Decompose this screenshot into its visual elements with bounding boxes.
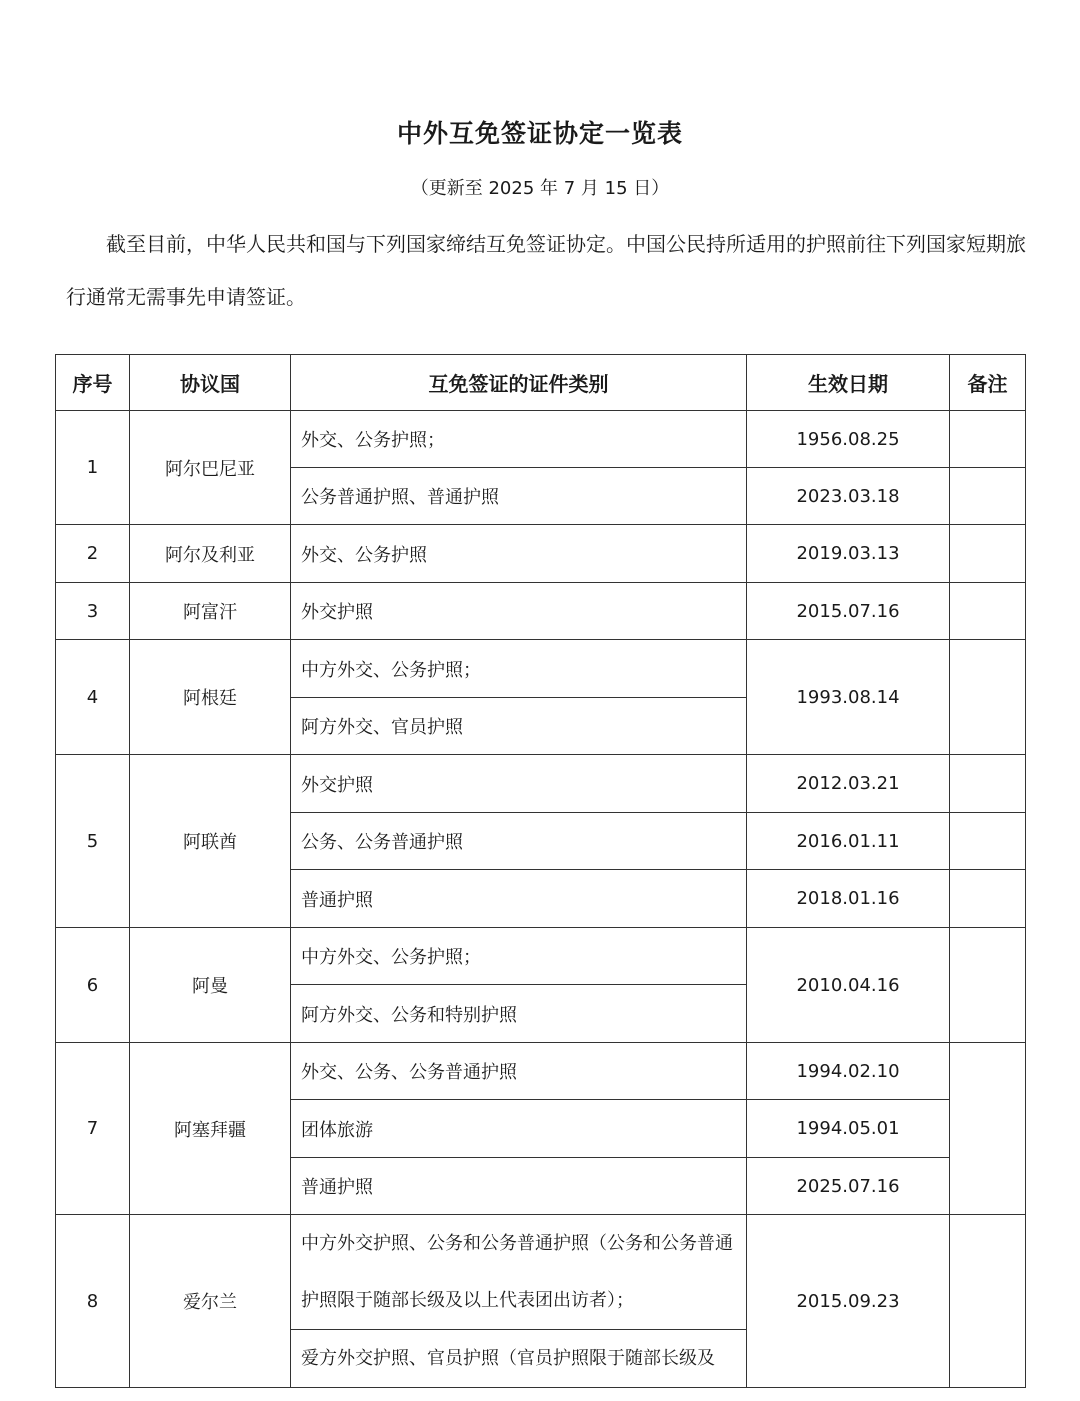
country-cell: 阿塞拜疆	[130, 1043, 291, 1215]
remarks-cell	[950, 755, 1026, 813]
remarks-cell	[950, 1043, 1026, 1215]
header-remarks: 备注	[950, 355, 1026, 411]
document-type-cell: 外交、公务护照；	[291, 411, 747, 468]
remarks-cell	[950, 1215, 1026, 1388]
intro-paragraph: 截至目前，中华人民共和国与下列国家缔结互免签证协定。中国公民持所适用的护照前往下列国家短期旅行通常无需事先申请签证。	[66, 232, 1026, 309]
serial-number-cell: 4	[56, 640, 130, 755]
update-date: （更新至 2025 年 7 月 15 日）	[410, 178, 670, 199]
document-type-cell: 中方外交护照、公务和公务普通护照（公务和公务普通护照限于随部长级及以上代表团出访者）；	[291, 1215, 747, 1330]
document-type-cell: 外交护照	[291, 755, 747, 813]
serial-number-cell: 3	[56, 583, 130, 640]
table-row	[56, 1043, 1026, 1100]
effective-date-cell: 2019.03.13	[747, 525, 950, 583]
serial-number-cell: 7	[56, 1043, 130, 1215]
visa-agreement-table	[55, 354, 1026, 1388]
remarks-cell	[950, 870, 1026, 928]
table-row	[56, 928, 1026, 985]
effective-date-cell: 2012.03.21	[747, 755, 950, 813]
document-type-cell: 公务普通护照、普通护照	[291, 468, 747, 525]
remarks-cell	[950, 525, 1026, 583]
document-type-cell: 中方外交、公务护照；	[291, 928, 747, 985]
effective-date-cell: 2015.07.16	[747, 583, 950, 640]
effective-date-cell: 1994.05.01	[747, 1100, 950, 1158]
remarks-cell	[950, 583, 1026, 640]
country-cell: 阿尔巴尼亚	[130, 411, 291, 525]
country-cell: 阿联酋	[130, 755, 291, 928]
header-country: 协议国	[130, 355, 291, 411]
country-cell: 阿富汗	[130, 583, 291, 640]
document-type-cell: 中方外交、公务护照；	[291, 640, 747, 698]
country-cell: 阿曼	[130, 928, 291, 1043]
serial-number-cell: 6	[56, 928, 130, 1043]
remarks-cell	[950, 640, 1026, 755]
document-type-cell: 普通护照	[291, 870, 747, 928]
effective-date-cell: 2010.04.16	[747, 928, 950, 1043]
table-row	[56, 525, 1026, 583]
document-title: 中外互免签证协定一览表	[396, 119, 683, 148]
header-effective-date: 生效日期	[747, 355, 950, 411]
table-header-row	[56, 355, 1026, 411]
remarks-cell	[950, 468, 1026, 525]
document-type-cell: 阿方外交、公务和特别护照	[291, 985, 747, 1043]
effective-date-cell: 2025.07.16	[747, 1158, 950, 1215]
country-cell: 阿尔及利亚	[130, 525, 291, 583]
document-type-cell: 团体旅游	[291, 1100, 747, 1158]
document-type-cell: 公务、公务普通护照	[291, 813, 747, 870]
country-cell: 爱尔兰	[130, 1215, 291, 1388]
document-type-cell: 普通护照	[291, 1158, 747, 1215]
table-row	[56, 755, 1026, 813]
effective-date-cell: 1956.08.25	[747, 411, 950, 468]
effective-date-cell: 2018.01.16	[747, 870, 950, 928]
document-type-cell: 外交护照	[291, 583, 747, 640]
effective-date-cell: 2016.01.11	[747, 813, 950, 870]
country-cell: 阿根廷	[130, 640, 291, 755]
serial-number-cell: 5	[56, 755, 130, 928]
effective-date-cell: 2015.09.23	[747, 1215, 950, 1388]
remarks-cell	[950, 928, 1026, 1043]
serial-number-cell: 1	[56, 411, 130, 525]
serial-number-cell: 2	[56, 525, 130, 583]
document-type-cell: 爱方外交护照、官员护照（官员护照限于随部长级及	[291, 1330, 747, 1388]
effective-date-cell: 2023.03.18	[747, 468, 950, 525]
document-type-cell: 外交、公务、公务普通护照	[291, 1043, 747, 1100]
table-row	[56, 583, 1026, 640]
table-row	[56, 1215, 1026, 1330]
effective-date-cell: 1994.02.10	[747, 1043, 950, 1100]
effective-date-cell: 1993.08.14	[747, 640, 950, 755]
remarks-cell	[950, 813, 1026, 870]
remarks-cell	[950, 411, 1026, 468]
document-type-cell: 阿方外交、官员护照	[291, 698, 747, 755]
header-document-type: 互免签证的证件类别	[291, 355, 747, 411]
document-type-cell: 外交、公务护照	[291, 525, 747, 583]
table-row	[56, 640, 1026, 698]
header-serial-number: 序号	[56, 355, 130, 411]
table-row	[56, 411, 1026, 468]
serial-number-cell: 8	[56, 1215, 130, 1388]
